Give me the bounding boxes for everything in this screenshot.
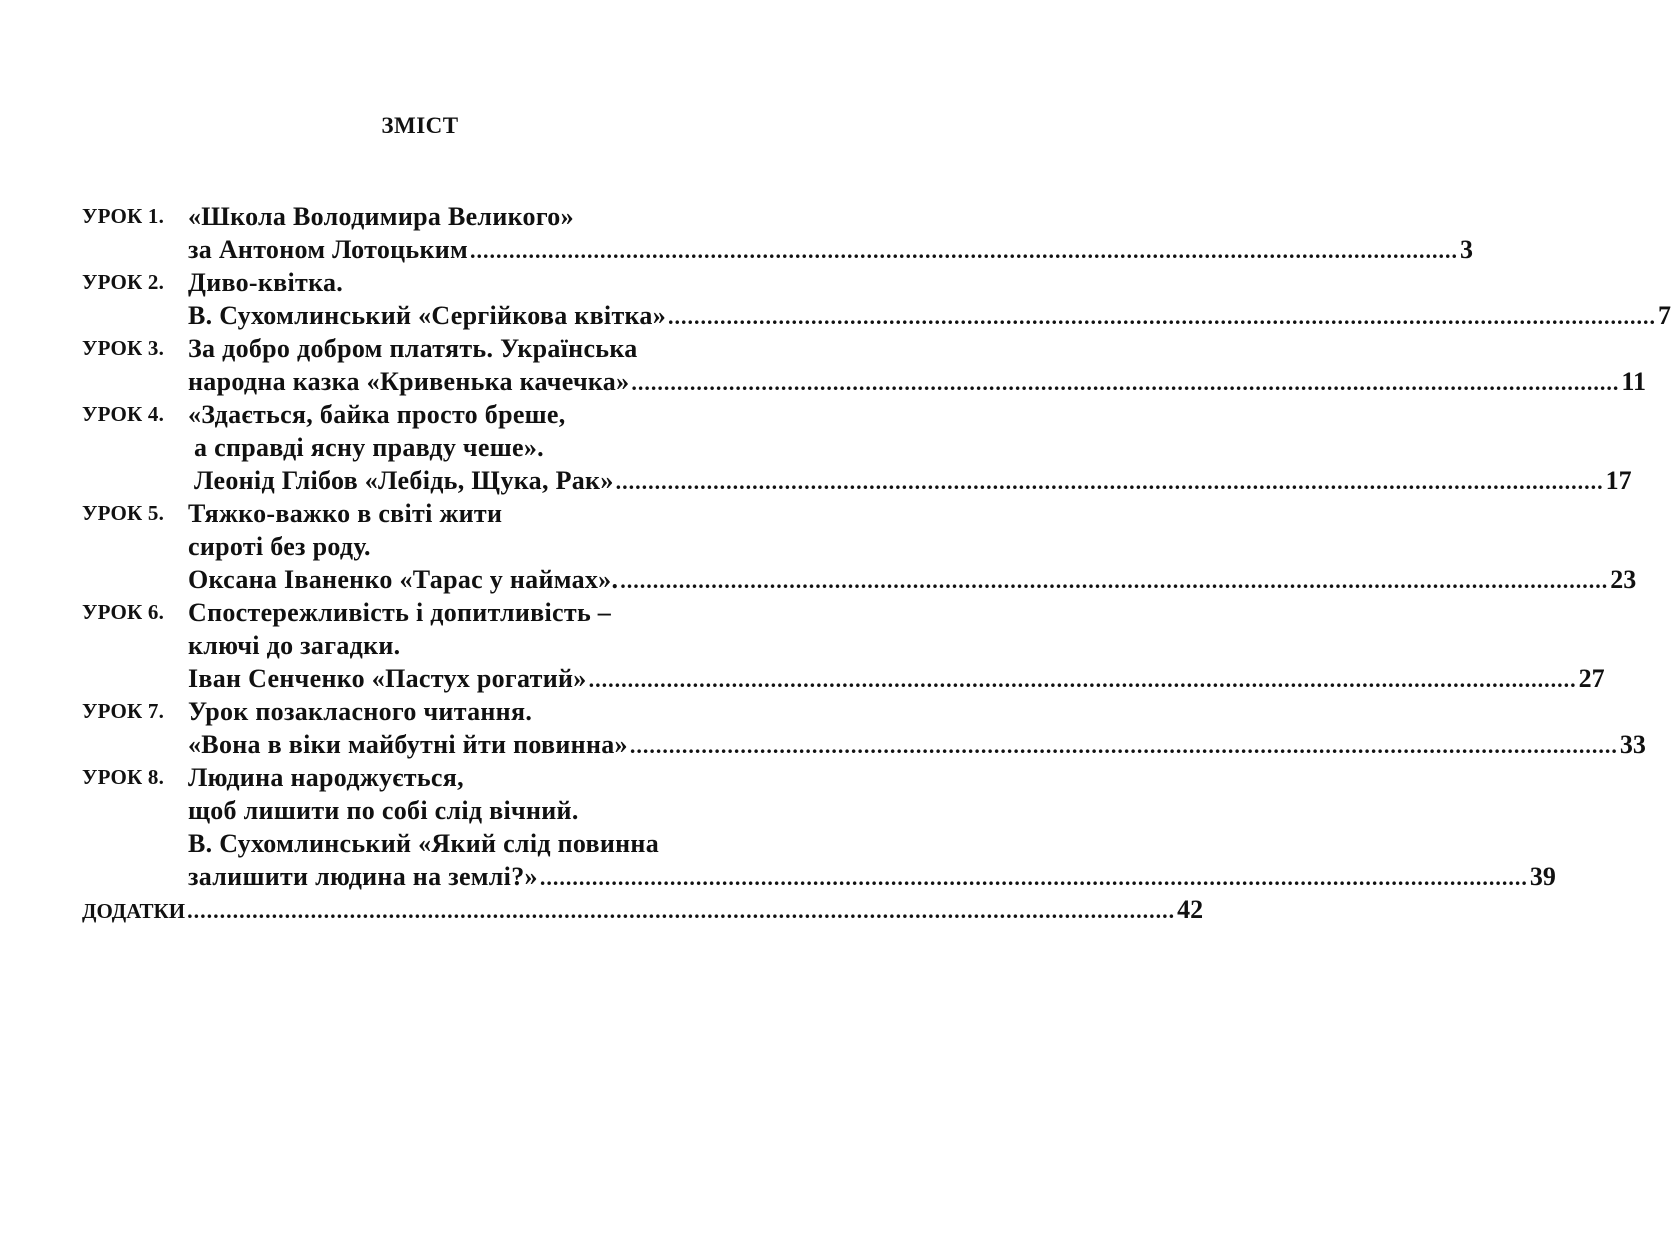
- toc-line: [82, 530, 752, 563]
- toc-line: [82, 629, 752, 662]
- lesson-title-line: В. Сухомлинський «Сергійкова квітка»: [188, 301, 667, 330]
- toc-line: [82, 200, 752, 233]
- toc-line: [82, 794, 752, 827]
- toc-entry-last-line[interactable]: [188, 365, 1646, 399]
- toc-line: [82, 233, 1474, 266]
- table-of-contents: [82, 200, 1671, 926]
- toc-line: [82, 662, 1605, 695]
- toc-line: [82, 464, 1632, 497]
- lesson-label: УРОК 2.: [82, 270, 165, 294]
- lesson-label: УРОК 3.: [82, 336, 165, 360]
- leader-dots: ........................................................................................................................................................: [187, 898, 1176, 923]
- page-number: 23: [1610, 565, 1637, 594]
- lesson-title-line: а справді ясну правду чеше».: [194, 433, 544, 462]
- lesson-title-line: Людина народжується,: [188, 763, 464, 792]
- lesson-label: УРОК 6.: [82, 600, 165, 624]
- lesson-title-line: народна казка «Кривенька качечка»: [188, 367, 630, 396]
- lesson-label: УРОК 4.: [82, 402, 165, 426]
- lesson-label: УРОК 7.: [82, 699, 165, 723]
- lesson-title-line: «Вона в віки майбутні йти повинна»: [188, 730, 628, 759]
- toc-entry-last-line[interactable]: [194, 464, 1632, 498]
- toc-line: [82, 497, 752, 530]
- lesson-title-line: «Здається, байка просто бреше,: [188, 400, 566, 429]
- page-number: 42: [1177, 895, 1204, 924]
- lesson-title-line: Леонід Глібов «Лебідь, Щука, Рак»: [194, 466, 614, 495]
- toc-line: [82, 299, 1671, 332]
- page-number: 39: [1529, 862, 1556, 891]
- lesson-title-line: Спостережливість і допитливість –: [188, 598, 612, 627]
- lesson-title-line: В. Сухомлинський «Який слід повинна: [188, 829, 660, 858]
- leader-dots: [630, 729, 1618, 762]
- toc-line: [82, 827, 752, 860]
- toc-line: [82, 563, 1637, 596]
- lesson-title-line: Іван Сенченко «Пастух рогатий»: [188, 664, 587, 693]
- page-number: 33: [1619, 730, 1646, 759]
- toc-line: [82, 398, 752, 431]
- lesson-title-line: Оксана Іваненко «Тарас у наймах».: [188, 565, 619, 594]
- page-number: 7: [1658, 301, 1671, 330]
- lesson-title-line: За добро добром платять. Українська: [188, 334, 638, 363]
- toc-line: [82, 431, 752, 464]
- lesson-title-line: ключі до загадки.: [188, 631, 401, 660]
- page-number: 3: [1460, 235, 1474, 264]
- lesson-title-line: за Антоном Лотоцьким: [188, 235, 469, 264]
- lesson-title-line: сироті без роду.: [188, 532, 371, 561]
- leader-dots: [589, 663, 1577, 696]
- toc-entry-last-line[interactable]: [188, 860, 1556, 894]
- lesson-title-line: «Школа Володимира Великого»: [188, 202, 574, 231]
- toc-entry-appendix[interactable]: [82, 893, 1204, 928]
- lesson-title-line: Диво-квітка.: [188, 268, 344, 297]
- page-number: 11: [1621, 367, 1646, 396]
- leader-dots: [616, 465, 1604, 498]
- toc-line: [82, 860, 1556, 893]
- lesson-label: УРОК 1.: [82, 204, 165, 228]
- lesson-label: УРОК 8.: [82, 765, 165, 789]
- toc-line: [82, 596, 752, 629]
- lesson-title-line: Тяжко-важко в світі жити: [188, 499, 503, 528]
- leader-dots: [470, 234, 1458, 267]
- toc-line: [82, 266, 752, 299]
- toc-entry-last-line[interactable]: [188, 563, 1637, 597]
- leader-dots: [540, 861, 1528, 894]
- toc-line: [82, 893, 1204, 926]
- toc-entry-last-line[interactable]: [188, 662, 1605, 696]
- lesson-title-line: залишити людина на землі?»: [188, 862, 538, 891]
- toc-entry-last-line[interactable]: [188, 728, 1646, 762]
- page-number: 27: [1578, 664, 1605, 693]
- leader-dots: [620, 564, 1608, 597]
- page-title: ЗМІСТ: [381, 113, 459, 138]
- toc-line: [82, 365, 1646, 398]
- toc-line: [82, 695, 752, 728]
- page-number: 17: [1605, 466, 1632, 495]
- toc-line: [82, 761, 752, 794]
- leader-dots: [631, 366, 1619, 399]
- toc-line: [82, 728, 1646, 761]
- lesson-title-line: щоб лишити по собі слід вічний.: [188, 796, 579, 825]
- toc-entry-last-line[interactable]: [188, 233, 1474, 267]
- appendix-label: ДОДАТКИ: [82, 899, 186, 923]
- leader-dots: [668, 300, 1656, 333]
- toc-entry-last-line[interactable]: [188, 299, 1671, 333]
- toc-line: [82, 332, 752, 365]
- lesson-label: УРОК 5.: [82, 501, 165, 525]
- lesson-title-line: Урок позакласного читання.: [188, 697, 533, 726]
